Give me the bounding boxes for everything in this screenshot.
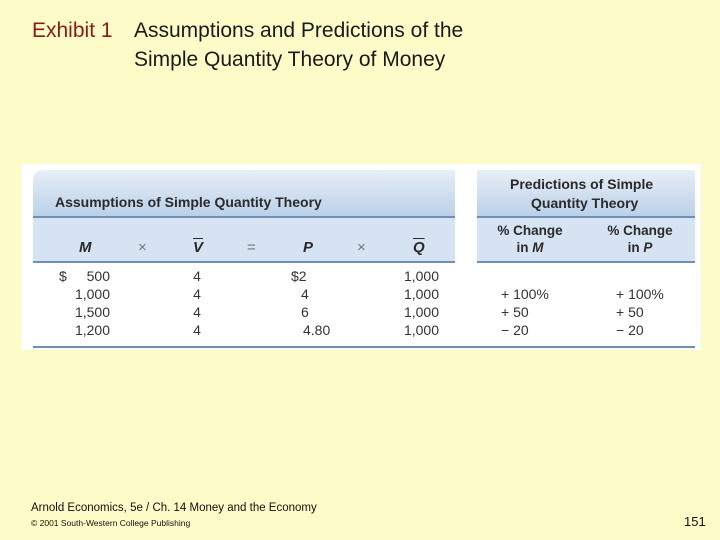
title-line-1: Assumptions and Predictions of the	[134, 19, 464, 42]
header-rule-left	[33, 216, 455, 218]
table-cell-pct-m: + 100%	[501, 286, 549, 302]
pct-m-line-1: % Change	[497, 223, 563, 238]
header-rule-right	[477, 216, 695, 218]
column-pct-change-p	[595, 222, 685, 256]
table-cell-p: 4	[301, 286, 309, 302]
assumptions-header: Assumptions of Simple Quantity Theory	[55, 194, 322, 210]
table-cell-v: 4	[193, 286, 201, 302]
column-m: M	[79, 239, 92, 256]
table-cell-q: 1,000	[403, 286, 439, 302]
table-cell-q: 1,000	[403, 268, 439, 284]
table-cell-p: 6	[301, 304, 309, 320]
table-cell-m: 1,500	[74, 304, 110, 320]
title-line-2: Simple Quantity Theory of Money	[134, 48, 446, 71]
table-cell-m: 1,000	[74, 286, 110, 302]
column-rule-right	[477, 261, 695, 263]
table-cell-pct-p: + 50	[616, 304, 644, 320]
page-number: 151	[684, 514, 706, 529]
times-sign-2: ×	[357, 239, 366, 256]
column-p: P	[303, 239, 314, 256]
column-pct-change-m	[485, 222, 575, 256]
pct-m-line-2: in M	[516, 240, 544, 255]
table-cell-v: 4	[193, 304, 201, 320]
predictions-header-band	[477, 170, 695, 218]
table-cell-pct-m: + 50	[501, 304, 529, 320]
table-cell-q: 1,000	[403, 304, 439, 320]
column-v: $\overline{V}$	[193, 239, 204, 256]
table-cell-v: 4	[193, 268, 201, 284]
table-cell-p: $2	[291, 268, 307, 284]
exhibit-label: Exhibit 1	[32, 19, 113, 42]
assumptions-header-band	[33, 170, 455, 218]
table-cell-pct-p: + 100%	[616, 286, 664, 302]
column-q: $\overline{Q}$	[413, 239, 425, 256]
bottom-rule	[33, 346, 695, 348]
footer-course-line: Arnold Economics, 5e / Ch. 14 Money and the Economy	[31, 502, 317, 514]
footer-copyright: © 2001 South-Western College Publishing	[31, 518, 191, 528]
exhibit-table	[21, 164, 701, 350]
column-header-band-left	[33, 218, 455, 262]
predictions-header-line-1: Predictions of Simple	[510, 176, 654, 192]
equals-sign: =	[247, 239, 256, 256]
table-cell-v: 4	[193, 322, 201, 338]
table-cell-p: 4.80	[303, 322, 331, 338]
table-cell-pct-p: − 20	[616, 322, 644, 338]
table-cell-q: 1,000	[403, 322, 439, 338]
predictions-header-line-2: Quantity Theory	[531, 195, 639, 211]
pct-p-line-2: in P	[627, 240, 653, 255]
table-cell-pct-m: − 20	[501, 322, 529, 338]
table-cell-m: 500	[86, 268, 110, 284]
pct-p-line-1: % Change	[607, 223, 673, 238]
times-sign-1: ×	[138, 239, 147, 256]
table-cell-m: 1,200	[74, 322, 110, 338]
m-prefix: $	[59, 268, 67, 284]
column-rule-left	[33, 261, 455, 263]
